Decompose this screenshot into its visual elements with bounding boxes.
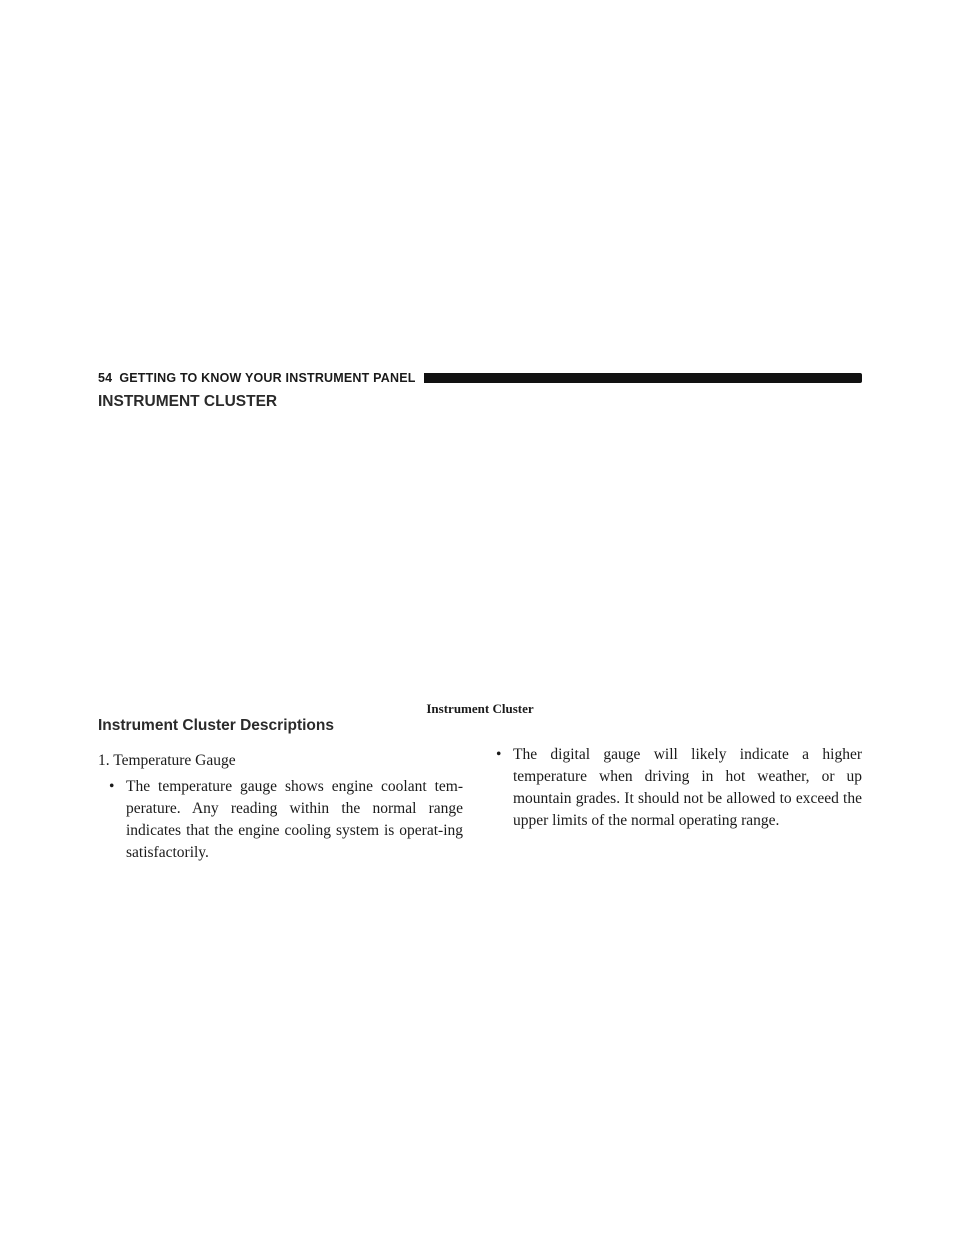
bullet-item bbox=[98, 776, 463, 864]
bullet-item bbox=[496, 744, 862, 832]
header-rule bbox=[424, 373, 862, 383]
bullet-text: The temperature gauge shows engine coolant tem-perature. Any reading within the normal range indicates that the engine cooling system is operat-ing satisfactorily. bbox=[126, 778, 463, 861]
bullet-text: The digital gauge will likely indicate a higher temperature when driving in hot weather, or up mountain grades. It should not be allowed to exceed the upper limits of the normal operating range. bbox=[513, 746, 862, 829]
page-header bbox=[98, 370, 862, 386]
item-heading-temperature-gauge: 1. Temperature Gauge bbox=[98, 752, 236, 769]
left-column bbox=[98, 716, 463, 864]
page-number: 54 bbox=[98, 371, 113, 385]
figure-caption: Instrument Cluster bbox=[426, 701, 534, 716]
right-column bbox=[496, 744, 862, 832]
figure-blank-area bbox=[98, 418, 862, 698]
descriptions-title: Instrument Cluster Descriptions bbox=[98, 717, 334, 734]
bullet-dot: • bbox=[496, 746, 502, 763]
bullet-dot: • bbox=[109, 778, 115, 795]
header-section-title: GETTING TO KNOW YOUR INSTRUMENT PANEL bbox=[119, 371, 416, 385]
section-title: INSTRUMENT CLUSTER bbox=[98, 393, 278, 410]
